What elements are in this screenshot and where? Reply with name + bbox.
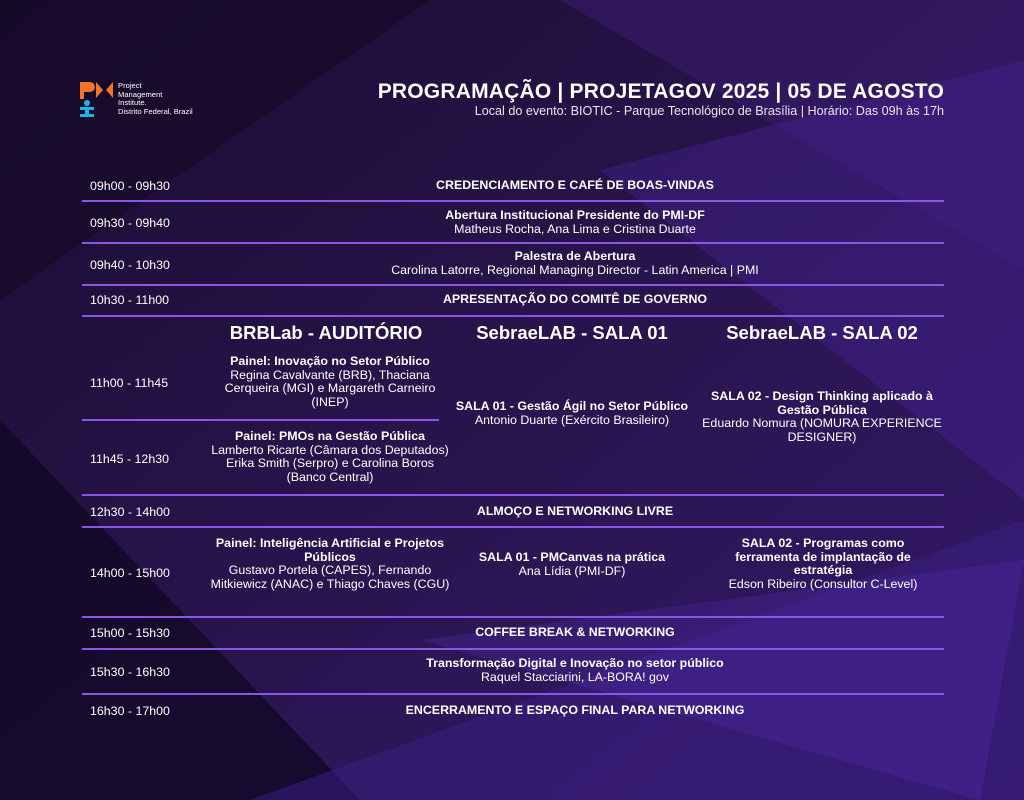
- session-speakers: Eduardo Nomura (NOMURA EXPERIENCE DESIGNER): [702, 416, 942, 444]
- time-slot: 09h00 - 09h30: [90, 179, 170, 193]
- row-divider: [82, 242, 944, 244]
- session-title: COFFEE BREAK & NETWORKING: [475, 625, 675, 639]
- session-block: [208, 430, 452, 484]
- row-divider: [82, 526, 944, 528]
- room-header-auditorio: BRBLab - AUDITÓRIO: [229, 322, 423, 343]
- pmi-logo-icon: [80, 82, 114, 118]
- session-speakers: Raquel Stacciarini, LA-BORA! gov: [480, 669, 669, 684]
- session-speakers: Regina Cavalvante (BRB), Thaciana Cerqueira (MGI) e Margareth Carneiro (INEP): [224, 367, 436, 409]
- session-title: CREDENCIAMENTO E CAFÉ DE BOAS-VINDAS: [436, 178, 714, 192]
- logo-line-2: Management: [118, 89, 163, 99]
- session-block: [208, 537, 452, 591]
- row-divider: [82, 419, 439, 421]
- row-divider: [82, 693, 944, 695]
- page-subtitle: Local do evento: BIOTIC - Parque Tecnológico de Brasília | Horário: Das 09h às 17h: [474, 104, 944, 118]
- session-speakers: Ana Lídia (PMI-DF): [518, 563, 626, 578]
- time-slot: 10h30 - 11h00: [90, 293, 170, 307]
- session-block: [290, 209, 860, 236]
- session-title: Palestra de Abertura: [514, 249, 636, 263]
- session-title: Painel: Inteligência Artificial e Projetos Públicos: [215, 536, 445, 564]
- session-block: [710, 537, 936, 591]
- session-title: ALMOÇO E NETWORKING LIVRE: [476, 504, 674, 518]
- logo-line-3: Institute.: [118, 98, 147, 108]
- session-title: APRESENTAÇÃO DO COMITÊ DE GOVERNO: [442, 292, 708, 306]
- time-slot: 09h30 - 09h40: [90, 216, 170, 230]
- row-divider: [82, 315, 944, 317]
- row-divider: [82, 648, 944, 650]
- session-title: Painel: Inovação no Setor Público: [230, 354, 430, 368]
- session-speakers: Lamberto Ricarte (Câmara dos Deputados) Erika Smith (Serpro) e Carolina Boros (Banco Central): [211, 442, 449, 484]
- session-speakers: Matheus Rocha, Ana Lima e Cristina Duarte: [454, 221, 696, 236]
- session-block: [290, 250, 860, 277]
- time-slot: 11h45 - 12h30: [90, 452, 170, 466]
- page-title: PROGRAMAÇÃO | PROJETAGOV 2025 | 05 DE AGOSTO: [377, 80, 944, 103]
- session-speakers: Gustavo Portela (CAPES), Fernando Mitkiewicz (ANAC) e Thiago Chaves (CGU): [210, 563, 450, 591]
- row-divider: [82, 200, 944, 202]
- row-divider: [82, 494, 944, 496]
- session-speakers: Edson Ribeiro (Consultor C-Level): [728, 576, 918, 591]
- pmi-logo: [80, 82, 193, 118]
- session-block: [208, 355, 452, 409]
- session-title: Painel: PMOs na Gestão Pública: [234, 429, 426, 443]
- time-slot: 15h30 - 16h30: [90, 665, 170, 679]
- time-slot: 14h00 - 15h00: [90, 566, 170, 580]
- session-block: [452, 400, 692, 427]
- session-speakers: Antonio Duarte (Exército Brasileiro): [474, 412, 670, 427]
- session-block: [290, 657, 860, 684]
- time-slot: 11h00 - 11h45: [90, 376, 169, 390]
- room-header-sala-02: SebraeLAB - SALA 02: [726, 322, 918, 343]
- time-slot: 16h30 - 17h00: [90, 704, 170, 718]
- session-block: [452, 551, 692, 578]
- session-speakers: Carolina Latorre, Regional Managing Director - Latin America | PMI: [391, 262, 759, 277]
- session-title: SALA 01 - Gestão Ágil no Setor Público: [455, 399, 689, 413]
- time-slot: 09h40 - 10h30: [90, 258, 170, 272]
- time-slot: 12h30 - 14h00: [90, 505, 170, 519]
- time-slot: 15h00 - 15h30: [90, 626, 170, 640]
- session-title: Abertura Institucional Presidente do PMI-DF: [445, 208, 705, 222]
- session-title: Transformação Digital e Inovação no setor público: [426, 656, 724, 670]
- logo-line-1: Project: [118, 81, 142, 90]
- session-block: [702, 390, 942, 444]
- row-divider: [82, 616, 944, 618]
- logo-line-4: Distrito Federal, Brazil: [118, 106, 193, 116]
- session-title: SALA 02 - Design Thinking aplicado à Gestão Pública: [711, 389, 933, 417]
- session-title: ENCERRAMENTO E ESPAÇO FINAL PARA NETWORKING: [405, 703, 745, 717]
- session-title: SALA 02 - Programas como ferramenta de implantação de estratégia: [735, 536, 911, 578]
- room-header-sala-01: SebraeLAB - SALA 01: [476, 322, 668, 343]
- row-divider: [82, 284, 944, 286]
- session-title: SALA 01 - PMCanvas na prática: [478, 550, 666, 564]
